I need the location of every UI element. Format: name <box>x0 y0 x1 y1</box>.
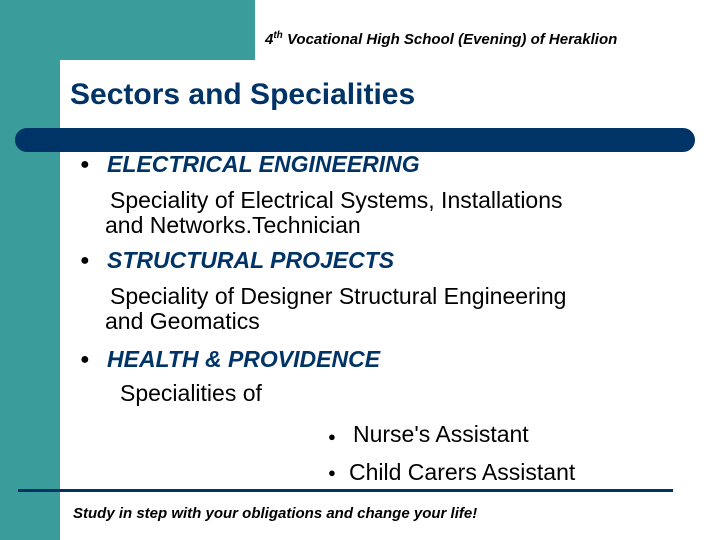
bullet-icon: ● <box>328 429 336 444</box>
bullet-icon: ● <box>80 156 90 173</box>
sector-structural-projects: STRUCTURAL PROJECTS <box>107 247 395 273</box>
left-teal-panel <box>0 0 60 540</box>
bullet-icon: ● <box>80 351 90 368</box>
top-teal-block <box>0 0 255 60</box>
footer-slogan: Study in step with your obligations and change your life! <box>73 505 478 522</box>
title-underline-bar <box>15 128 695 152</box>
school-header-ordinal: th <box>273 30 283 41</box>
school-header-number: 4 <box>265 31 274 48</box>
sector-electrical-engineering: ELECTRICAL ENGINEERING <box>107 151 420 177</box>
sector-health-providence: HEALTH & PROVIDENCE <box>107 346 381 372</box>
sub-item-child-carers-assistant: Child Carers Assistant <box>349 459 576 485</box>
school-header-name: Vocational High School (Evening) of Heraklion <box>286 31 618 48</box>
school-header <box>265 30 695 48</box>
speciality-line: and Networks.Technician <box>105 212 361 238</box>
bullet-icon: ● <box>80 252 90 269</box>
speciality-line: Specialities of <box>120 380 262 406</box>
speciality-line: Speciality of Electrical Systems, Installations <box>110 187 563 213</box>
page-title: Sectors and Specialities <box>70 78 416 111</box>
speciality-line: Speciality of Designer Structural Engineering <box>110 283 567 309</box>
footer-divider <box>18 489 673 492</box>
bullet-icon: ● <box>328 465 336 480</box>
sub-item-nurses-assistant: Nurse's Assistant <box>353 421 529 447</box>
speciality-line: and Geomatics <box>105 308 260 334</box>
